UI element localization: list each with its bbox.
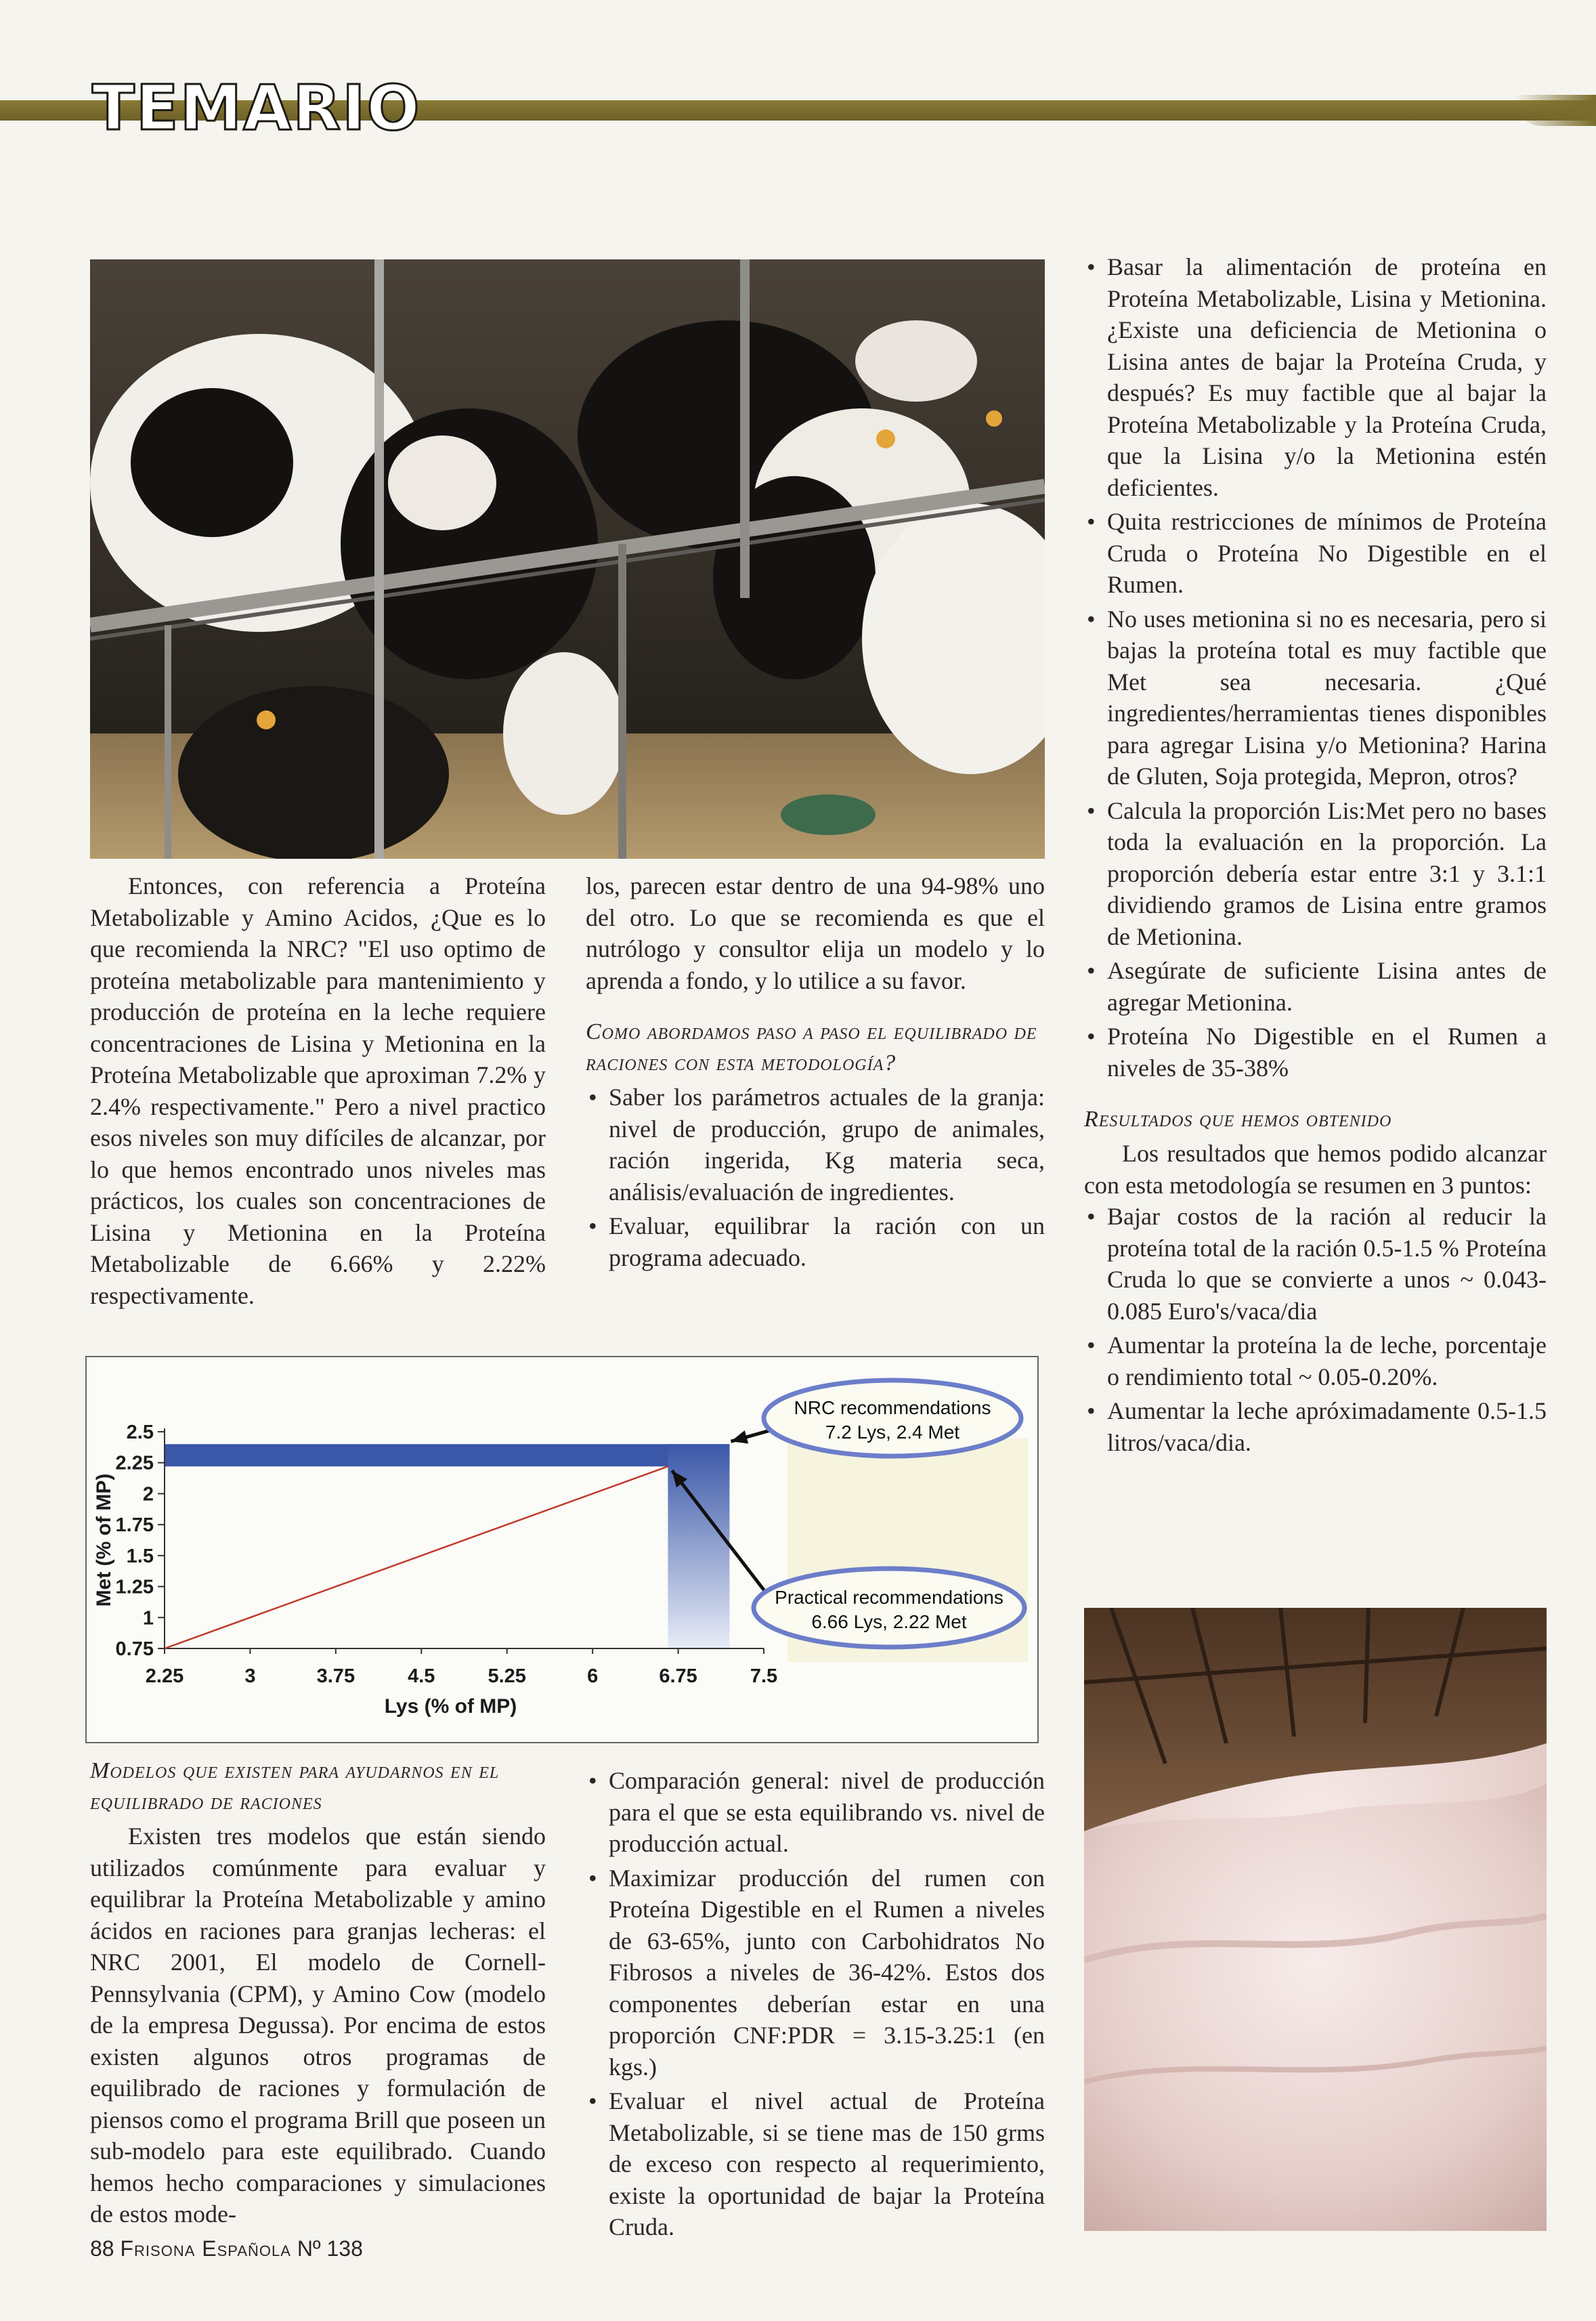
bullet-list: [1084, 251, 1547, 1084]
list-item: • Calcula la proporción Lis:Met pero no bases toda la evaluación en la proporción. La proporción debería estar entre 3:1 y 3.1:1 dividiendo gramos de Lisina entre gramos de Metionina.: [1084, 795, 1547, 953]
y-tick-label: 2.5: [126, 1422, 154, 1443]
list-item: • Comparación general: nivel de producción para el que se esta equilibrando vs. nivel de producción actual.: [586, 1765, 1045, 1860]
body-paragraph: Entonces, con referencia a Proteína Metabolizable y Amino Acidos, ¿Que es lo que recomienda la NRC? "El uso optimo de proteína metabolizable para mantenimiento y producción de proteína en la leche requiere concentraciones de Lisina y Metionina en la Proteína Metabolizable que aproximan 7.2% y 2.4% respectivamente." Pero a nivel practico esos niveles son muy difíciles de alcanzar, por lo que hemos encontrado unos niveles mas prácticos, los cuales son concentraciones de Lisina y Metionina en la Proteína Metabolizable de 6.66% y 2.22% respectivamente.: [90, 872, 546, 1309]
feed-pile-illustration: [1084, 1608, 1547, 2231]
x-tick-label: 2.25: [145, 1665, 184, 1687]
feed-pile-photo: [1084, 1608, 1547, 2231]
cows-illustration: [90, 259, 1045, 859]
list-item: • Evaluar el nivel actual de Proteína Metabolizable, si se tiene mas de 150 grms de exceso con respecto al requerimiento, existe la oportunidad de bajar la Proteína Cruda.: [586, 2085, 1045, 2243]
page-number: 88: [90, 2236, 114, 2261]
bullet-list: [586, 1765, 1045, 2243]
list-item: • Aumentar la leche apróximadamente 0.5-1.5 litros/vaca/dia.: [1084, 1395, 1547, 1458]
y-tick-label: 1: [142, 1607, 154, 1630]
body-paragraph: Los resultados que hemos podido alcanzar con esta metodología se resumen en 3 puntos:: [1084, 1140, 1547, 1199]
page-footer: [90, 2235, 363, 2262]
x-axis-label: Lys (% of MP): [384, 1695, 517, 1718]
section-heading: Resultados que hemos obtenido: [1084, 1107, 1392, 1132]
body-paragraph: Existen tres modelos que están siendo utilizados comúnmente para evaluar y equilibrar la Proteína Metabolizable y amino ácidos en raciones para granjas lecheras: el NRC 2001, El modelo de Cornell-Pennsylvania (CPM), y Amino Cow (modelo de la empresa Degussa). Por encima de estos existen algunos otros programas de equilibrado de raciones y formulación de piensos como el programa Brill que poseen un sub-modelo para este equilibrado. Cuando hemos hecho comparaciones y simulaciones de estos mode-: [90, 1823, 546, 2228]
x-tick-label: 6: [587, 1665, 599, 1687]
x-tick-label: 3.75: [316, 1665, 355, 1687]
chart-box: [85, 1356, 1039, 1743]
list-item: • Maximizar producción del rumen con Proteína Digestible en el Rumen a niveles de 63-65%, junto con Carbohidratos No Fibrosos a niveles de 36-42%. Estos dos componentes deberían estar en una proporción CNF:PDR = 3.15-3.25:1 (en kgs.): [586, 1862, 1045, 2083]
list-item: • Quita restricciones de mínimos de Proteína Cruda o Proteína No Digestible en el Rumen.: [1084, 506, 1547, 601]
cows-photo: [90, 259, 1045, 859]
column-3: [1084, 251, 1547, 1461]
nrc-band: [165, 1444, 729, 1466]
body-paragraph: los, parecen estar dentro de una 94-98% uno del otro. Lo que se recomienda es que el nutrólogo y consultor elija un modelo y lo aprenda a fondo, y lo utilice a su favor.: [586, 872, 1045, 994]
y-tick-label: 1.5: [126, 1545, 154, 1567]
bullet-list: [586, 1082, 1045, 1273]
list-item: • Evaluar, equilibrar la ración con un programa adecuado.: [586, 1210, 1045, 1273]
list-item: • Aumentar la proteína la de leche, porcentaje o rendimiento total ~ 0.05-0.20%.: [1084, 1329, 1547, 1392]
section-title: TEMARIO: [92, 72, 421, 144]
annotation-bubble: [764, 1380, 1021, 1456]
y-tick-label: 1.25: [115, 1576, 154, 1598]
y-axis-label: Met (% of MP): [93, 1473, 115, 1607]
section-heading: Como abordamos paso a paso el equilibrado de raciones con esta metodología?: [586, 1019, 1037, 1076]
y-tick-label: 2.25: [115, 1452, 154, 1474]
list-item: • Asegúrate de suficiente Lisina antes de agregar Metionina.: [1084, 955, 1547, 1018]
annotation-title: NRC recommendations: [794, 1397, 991, 1418]
issue-number: Nº 138: [297, 2236, 363, 2261]
y-tick-label: 1.75: [115, 1514, 154, 1537]
list-item: • Basar la alimentación de proteína en Proteína Metabolizable, Lisina y Metionina. ¿Existe una deficiencia de Metionina o Lisina antes de bajar la Proteína Cruda, y después? Es muy factible que al bajar la Proteína Metabolizable y la Proteína Cruda, que la Lisina y/o la Metionina estén deficientes.: [1084, 251, 1547, 503]
x-tick-label: 6.75: [659, 1665, 697, 1687]
column-2-bottom: [586, 1765, 1045, 2246]
y-tick-label: 2: [142, 1483, 154, 1506]
annotation-values: 6.66 Lys, 2.22 Met: [811, 1611, 967, 1632]
lys-met-chart: [87, 1357, 1037, 1742]
list-item: • No uses metionina si no es necesaria, pero si bajas la proteína total es muy factible que Met sea necesaria. ¿Qué ingredientes/herramientas tienes disponibles para agregar Lisina y/o Metionina? Harina de Gluten, Soja protegida, Mepron, otros?: [1084, 603, 1547, 792]
list-item: • Proteína No Digestible en el Rumen a niveles de 35-38%: [1084, 1021, 1547, 1084]
x-tick-label: 3: [244, 1665, 256, 1687]
column-2-top: [586, 870, 1045, 1276]
column-1-bottom: [90, 1755, 546, 2230]
annotation-title: Practical recommendations: [775, 1587, 1004, 1608]
results-list: [1084, 1201, 1547, 1458]
section-heading: Modelos que existen para ayudarnos en el equilibrado de raciones: [90, 1758, 500, 1814]
x-tick-label: 5.25: [488, 1665, 526, 1687]
x-tick-label: 4.5: [408, 1665, 435, 1687]
list-item: • Saber los parámetros actuales de la granja: nivel de producción, grupo de animales, ración ingerida, Kg materia seca, análisis/evaluación de ingredientes.: [586, 1082, 1045, 1208]
column-1-top: [90, 870, 546, 1311]
annotation-bubble: [754, 1569, 1025, 1647]
x-tick-label: 7.5: [750, 1665, 778, 1687]
y-tick-label: 0.75: [115, 1638, 154, 1660]
list-item: • Bajar costos de la ración al reducir la proteína total de la ración 0.5-1.5 % Proteína Cruda lo que se convierte a unos ~ 0.043-0.085 Euro's/vaca/dia: [1084, 1201, 1547, 1327]
publication-name: Frisona Española: [120, 2236, 291, 2261]
annotation-values: 7.2 Lys, 2.4 Met: [825, 1422, 960, 1443]
